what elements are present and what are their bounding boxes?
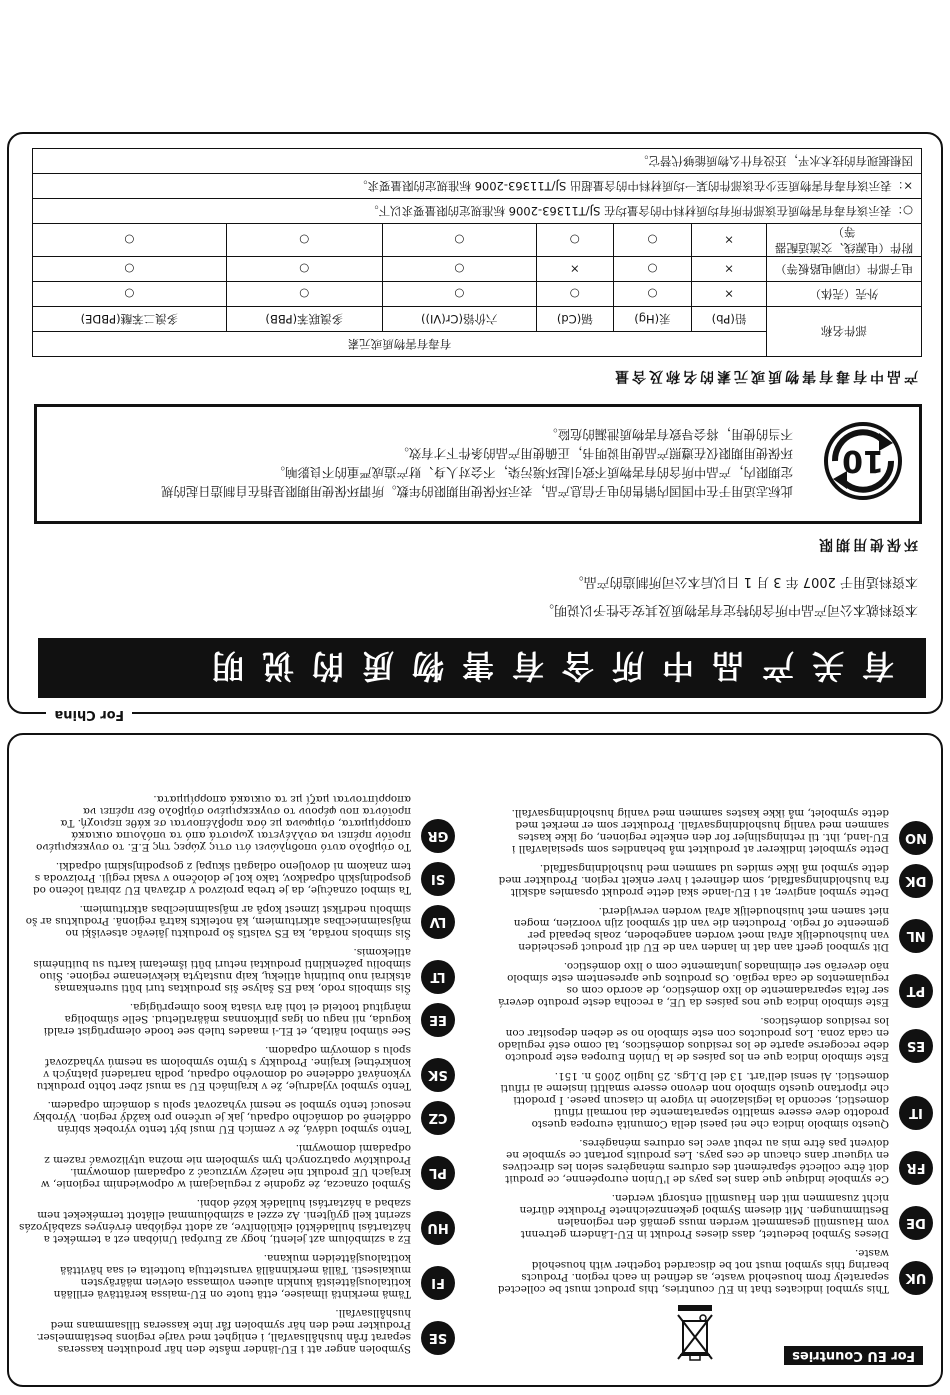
substance-column-header: 六价铬(Cr(VI)) — [382, 307, 536, 332]
language-text: Dieses Symbol bedeutet, dass dieses Produkt in EU-Ländern getrennt vom Hausmüll gesammelt werden muss gemäß den regionalen Bestimmungen. Mit diesem Symbol gekennzeichnete Produkte dürfen nicht zusammen mit den Hausmüll entsorgt werden. — [519, 1192, 889, 1240]
language-badge: NL — [899, 919, 933, 953]
language-badge: LT — [421, 960, 455, 994]
language-text: Dit symbool geeft aan dat in landen van de EU dit product gescheiden van huishoudelijk afval moet worden aangeboden, zoals bepaald per gemeente of regio. Producten die van dit symbool zijn voorzien, mogen niet samen met huishoudelijk afval worden verwijderd. — [513, 905, 889, 953]
language-entry-ee — [19, 1001, 455, 1037]
language-badge: DE — [899, 1206, 933, 1240]
language-entry-sk — [19, 1044, 455, 1092]
substance-mark-cell: × — [692, 257, 767, 282]
substance-mark-cell: × — [692, 224, 767, 257]
substance-mark-cell: ○ — [536, 224, 613, 257]
language-badge: GR — [421, 819, 455, 853]
language-entry-gr — [19, 793, 455, 853]
language-entry-hu — [19, 1197, 455, 1245]
substance-column-header: 多溴二苯醚(PBDE) — [33, 307, 227, 332]
efup-logo-number: 10 — [842, 443, 884, 478]
china-panel-label: For China — [46, 707, 132, 722]
language-text: This symbol indicates that in EU countries, this product must be collected separately from household waste, as defined in each region. Products bearing this symbol must not be discarded together with household waste. — [497, 1247, 889, 1295]
language-badge: PT — [899, 974, 933, 1008]
language-entry-lt — [19, 946, 455, 994]
language-badge: FR — [899, 1151, 933, 1185]
substance-mark-cell: ○ — [613, 257, 691, 282]
language-entry-es — [497, 1015, 933, 1063]
part-name-header: 部件名称 — [767, 307, 922, 357]
language-badge: HU — [421, 1211, 455, 1245]
eu-panel — [7, 733, 943, 1387]
substance-mark-cell: ○ — [226, 282, 382, 307]
substance-mark-cell: ○ — [382, 257, 536, 282]
efup-line: 环保使用期限仅在遵照产品使用说明书，正确使用产品的条件下才有效。 — [396, 446, 793, 461]
efup-box — [34, 404, 922, 524]
eu-countries-heading: For EU Countries — [784, 1346, 923, 1365]
language-text: Tämä merkintä ilmaisee, että tuote on EU-maissa kerättävä erillään kotitalousjätteistä kunkin alueen voimassa olevien määräysten mukaisesti. Tällä merkinnällä varustettuja tuotteita ei saa hävittää kotitalousjätteiden mukana. — [53, 1252, 411, 1300]
language-badge: NO — [899, 821, 933, 855]
language-entry-de — [497, 1192, 933, 1240]
efup-line: 定期限内，产品中所含的有害物质不致引起环境污染，不会对人身、财产造成严重的不良影响。 — [272, 465, 793, 480]
table-row — [33, 224, 922, 257]
language-badge: IT — [899, 1096, 933, 1130]
china-title: 有关产品中所含有害物质的说明 — [38, 638, 926, 698]
substance-column-header: 多溴联苯(PBB) — [226, 307, 382, 332]
substance-mark-cell: × — [692, 282, 767, 307]
part-name-cell: 外壳（壳体） — [767, 282, 922, 307]
substances-table-heading: 产品中有毒有害物质或元素的名称及含量 — [612, 368, 918, 384]
eu-column-left — [497, 800, 933, 1295]
language-badge: UK — [899, 1261, 933, 1295]
language-text: Ez a szimbólum azt jelenti, hogy az Európai Unióban ezt a terméket a háztartási hulladéktól elkülönítve, az adott régióban érvényes szabályozás szerint kell gyűjteni. Az ezzel a szimbólummal ellátott termékeket nem szabad a háztartási hulladék közé dobni. — [19, 1197, 411, 1245]
hazardous-substances-table — [32, 148, 922, 357]
substance-column-header: 镉(Cd) — [536, 307, 613, 332]
language-entry-cz — [19, 1099, 455, 1135]
language-entry-fi — [19, 1252, 455, 1300]
language-entry-pt — [497, 960, 933, 1008]
efup-line: 不当的使用，将会导致有害物质泄漏的危险。 — [545, 427, 793, 442]
language-badge: DK — [899, 864, 933, 898]
efup-line: 此标志适用于在中国国内销售的电子信息产品，表示环保使用期限的年数。所谓环保使用期限是指在自制造日起的规 — [161, 484, 793, 499]
language-entry-uk — [497, 1247, 933, 1295]
language-entry-pl — [19, 1142, 455, 1190]
substance-mark-cell: ○ — [382, 224, 536, 257]
crossed-out-wheelie-bin-icon — [675, 1303, 715, 1365]
language-text: Dette symbol angiver, at i EU-lande skal dette produkt opsamles adskilt fra husholdningsaffald, som defineret i hver enkelt region. Produkter med dette symbol må ikke smides ud sammen med husholdningsaffald. — [498, 862, 889, 898]
language-text: Este símbolo indica que nos países da UE, a recolha deste produto deverá ser feita separadamente do lixo doméstico, de acordo com os regulamentos de cada região. Os produtos que apresentem este símbolo não deverão ser eliminados juntamente com o lixo doméstico. — [498, 960, 889, 1008]
substance-column-header: 汞(Hg) — [613, 307, 691, 332]
substance-mark-cell: ○ — [382, 282, 536, 307]
language-text: Symbol oznacza, że zgodnie z regulacjami w odpowiednim regionie, w krajach UE produkt nie należy wyrzucać z odpadami domowymi. Produktów opatrzonych tym symbolem nie można utylizować razem z odpadami domowymi. — [40, 1142, 411, 1190]
language-entry-fr — [497, 1137, 933, 1185]
substance-mark-cell: ○ — [226, 257, 382, 282]
table-note-circle: ○：表示该有毒有害物质在该部件所有均质材料中的含量均在 SJ/T11363-2006 标准规定的限量要求以下。 — [33, 199, 922, 224]
language-text: Symbolen anger att i EU-länder måste den här produkten kasseras separat från hushållsavfall, i enlighet med varje regions bestämmelser. Produkter med den här symbolen får inte kasseras tillsammans med hushållsavfall. — [36, 1307, 411, 1355]
substance-mark-cell: ○ — [33, 282, 227, 307]
china-intro-1: 本资料就本公司产品中所含的特定有害物质及其安全性予以说明。 — [540, 602, 918, 617]
language-badge: EE — [421, 1003, 455, 1037]
table-row — [33, 257, 922, 282]
substance-mark-cell: ○ — [613, 282, 691, 307]
substance-column-header: 铅(Pb) — [692, 307, 767, 332]
language-badge: SK — [421, 1058, 455, 1092]
efup-text — [53, 425, 793, 501]
part-name-cell: 电子部件（印刷电路板等） — [767, 257, 922, 282]
language-badge: LV — [421, 905, 455, 939]
language-badge: SE — [421, 1321, 455, 1355]
language-text: Este símbolo indica que en los países de la Unión Europea este producto debe recogerse aparte de los residuos domésticos, tal como esté regulado en cada zona. Los productos con este símbolo no se deben depositar con los residuos domésticos. — [498, 1015, 889, 1063]
language-text: Ta simbol označuje, da je treba proizvod v državah EU zbirati ločeno od gospodinjskih odpadkov, tako kot je določeno v vsaki regiji. Proizvoda s tem znakom ni dovoljeno odlagati skupaj z gospodinjskimi odpadki. — [32, 860, 411, 896]
substance-rows — [33, 224, 922, 307]
language-text: Tento symbol vyjadruje, že v krajinách EU sa musí zber tohto produktu vykonávať oddelene od domového odpadu, podľa nariadení platných v konkrétnej krajine. Produkty s týmto symbolom sa nesmú vyhadzovať spolu s domovým odpadom. — [36, 1044, 411, 1092]
part-name-cell: 附件（电源线、交流适配器等） — [767, 224, 922, 257]
language-entry-se — [19, 1307, 455, 1355]
china-intro-2: 本资料适用于 2007 年 3 月 1 日以后本公司所制造的产品。 — [570, 574, 918, 589]
language-entry-lv — [19, 903, 455, 939]
language-badge: CZ — [421, 1101, 455, 1135]
language-text: Tento symbol udává, že v zemích EU musí být tento výrobek sbírán odděleně od domácího odpadu, jak je určeno pro každý region. Výrobky nesoucí tento symbol se nesmí vyhazovat spolu s domácím odpadem. — [33, 1099, 411, 1135]
table-row — [33, 282, 922, 307]
language-entry-no — [497, 807, 933, 855]
language-badge: ES — [899, 1029, 933, 1063]
substance-mark-cell: ○ — [536, 282, 613, 307]
language-entry-it — [497, 1070, 933, 1130]
substance-mark-cell: × — [536, 257, 613, 282]
language-text: Ce symbole indique que dans les pays de l'Union européenne, ce produit doit être collecté séparément des ordures ménagères selon les directives en vigueur dans chacun de ces pays. Les produits portant ce symbole ne doivent pas être mis au rebut avec les ordures ménagères. — [502, 1137, 889, 1185]
substance-mark-cell: ○ — [613, 224, 691, 257]
language-badge: SI — [421, 862, 455, 896]
language-text: Šis simbols norāda, ka ES valstīs šo produktu jāievāc atsevišķi no mājsaimniecības atkritumiem, kā noteikts katrā reģionā. Produktus ar šo simbolu nedrīkst izmest kopā ar mājsaimniecības atkritumiem. — [25, 903, 411, 939]
efup-heading: 环保使用期限 — [816, 536, 918, 552]
language-entry-si — [19, 860, 455, 896]
table-note-reason: 因根据现有的技术水平，还没有什么物质能够代替它。 — [33, 149, 922, 174]
language-text: Dette symbolet indikerer at produktet må behandles som spesialavfall i EU-land, iht. til retningslinjer for den enkelte regionen, og ikke kastes sammen med vanlig husholdningsavfall. Produkter som er merket med dette symbolet, må ikke kastes sammen med vanlig husholdningsavfall. — [511, 807, 889, 855]
language-text: Šis simbolis rodo, kad ES šalyse šis produktas turi būti surenkamas atskirai nuo buitinių atliekų, kaip nustatyta kiekviename regione. Šiuo simboliu paženklinti produktai neturi būti išmetami kartu su buitinėmis atliekomis. — [33, 946, 411, 994]
language-entry-dk — [497, 862, 933, 898]
language-badge: PL — [421, 1156, 455, 1190]
language-text: Questo simbolo indica che nei paesi della Comunità europea questo prodotto deve essere smaltito separatamente dai normali rifiuti domestici, secondo la legislazione in vigore in ciascun paese. I prodotti che riportano questo simbolo non devono essere smaltiti insieme ai rifiuti domestici. Ai sensi dell'art. 13 del D.Lgs. 25 luglio 2005 n. 151. — [500, 1070, 889, 1130]
substance-mark-cell: ○ — [33, 257, 227, 282]
language-text: See sümbol näitab, et EL-i maades tuleb see toode olemprügist eraldi koguda, nii nagu on igas piirkonnas määratletud. Selle sümboliga märgitud tooteid ei tohi ära visata koos olmeprügiga. — [43, 1001, 411, 1037]
substance-mark-cell: ○ — [33, 224, 227, 257]
language-entry-nl — [497, 905, 933, 953]
table-note-cross: ×：表示该有毒有害物质至少在该部件的某一均质材料中的含量超出 SJ/T11363-2006 标准规定的限量要求。 — [33, 174, 922, 199]
efup-10-year-logo — [823, 421, 903, 501]
language-text: Το σύμβολο αυτό υποδηλώνει ότι στις χώρες της Ε.Ε. το συγκεκριμένο προϊόν πρέπει να συλλέγεται χωριστά από τα υπόλοιπα οικιακά απορρίμματα, σύμφωνα με όσα προβλέπονται σε κάθε περιοχή. Τα προϊόντα που φέρουν το συγκεκριμένο σύμβολο δεν πρέπει να απορρίπτονται μαζί με τα οικιακά απορρίμματα. — [36, 793, 411, 853]
substance-group-header: 有毒有害物质或元素 — [33, 332, 767, 357]
eu-column-right — [19, 786, 455, 1355]
language-badge: FI — [421, 1266, 455, 1300]
substance-mark-cell: ○ — [226, 224, 382, 257]
